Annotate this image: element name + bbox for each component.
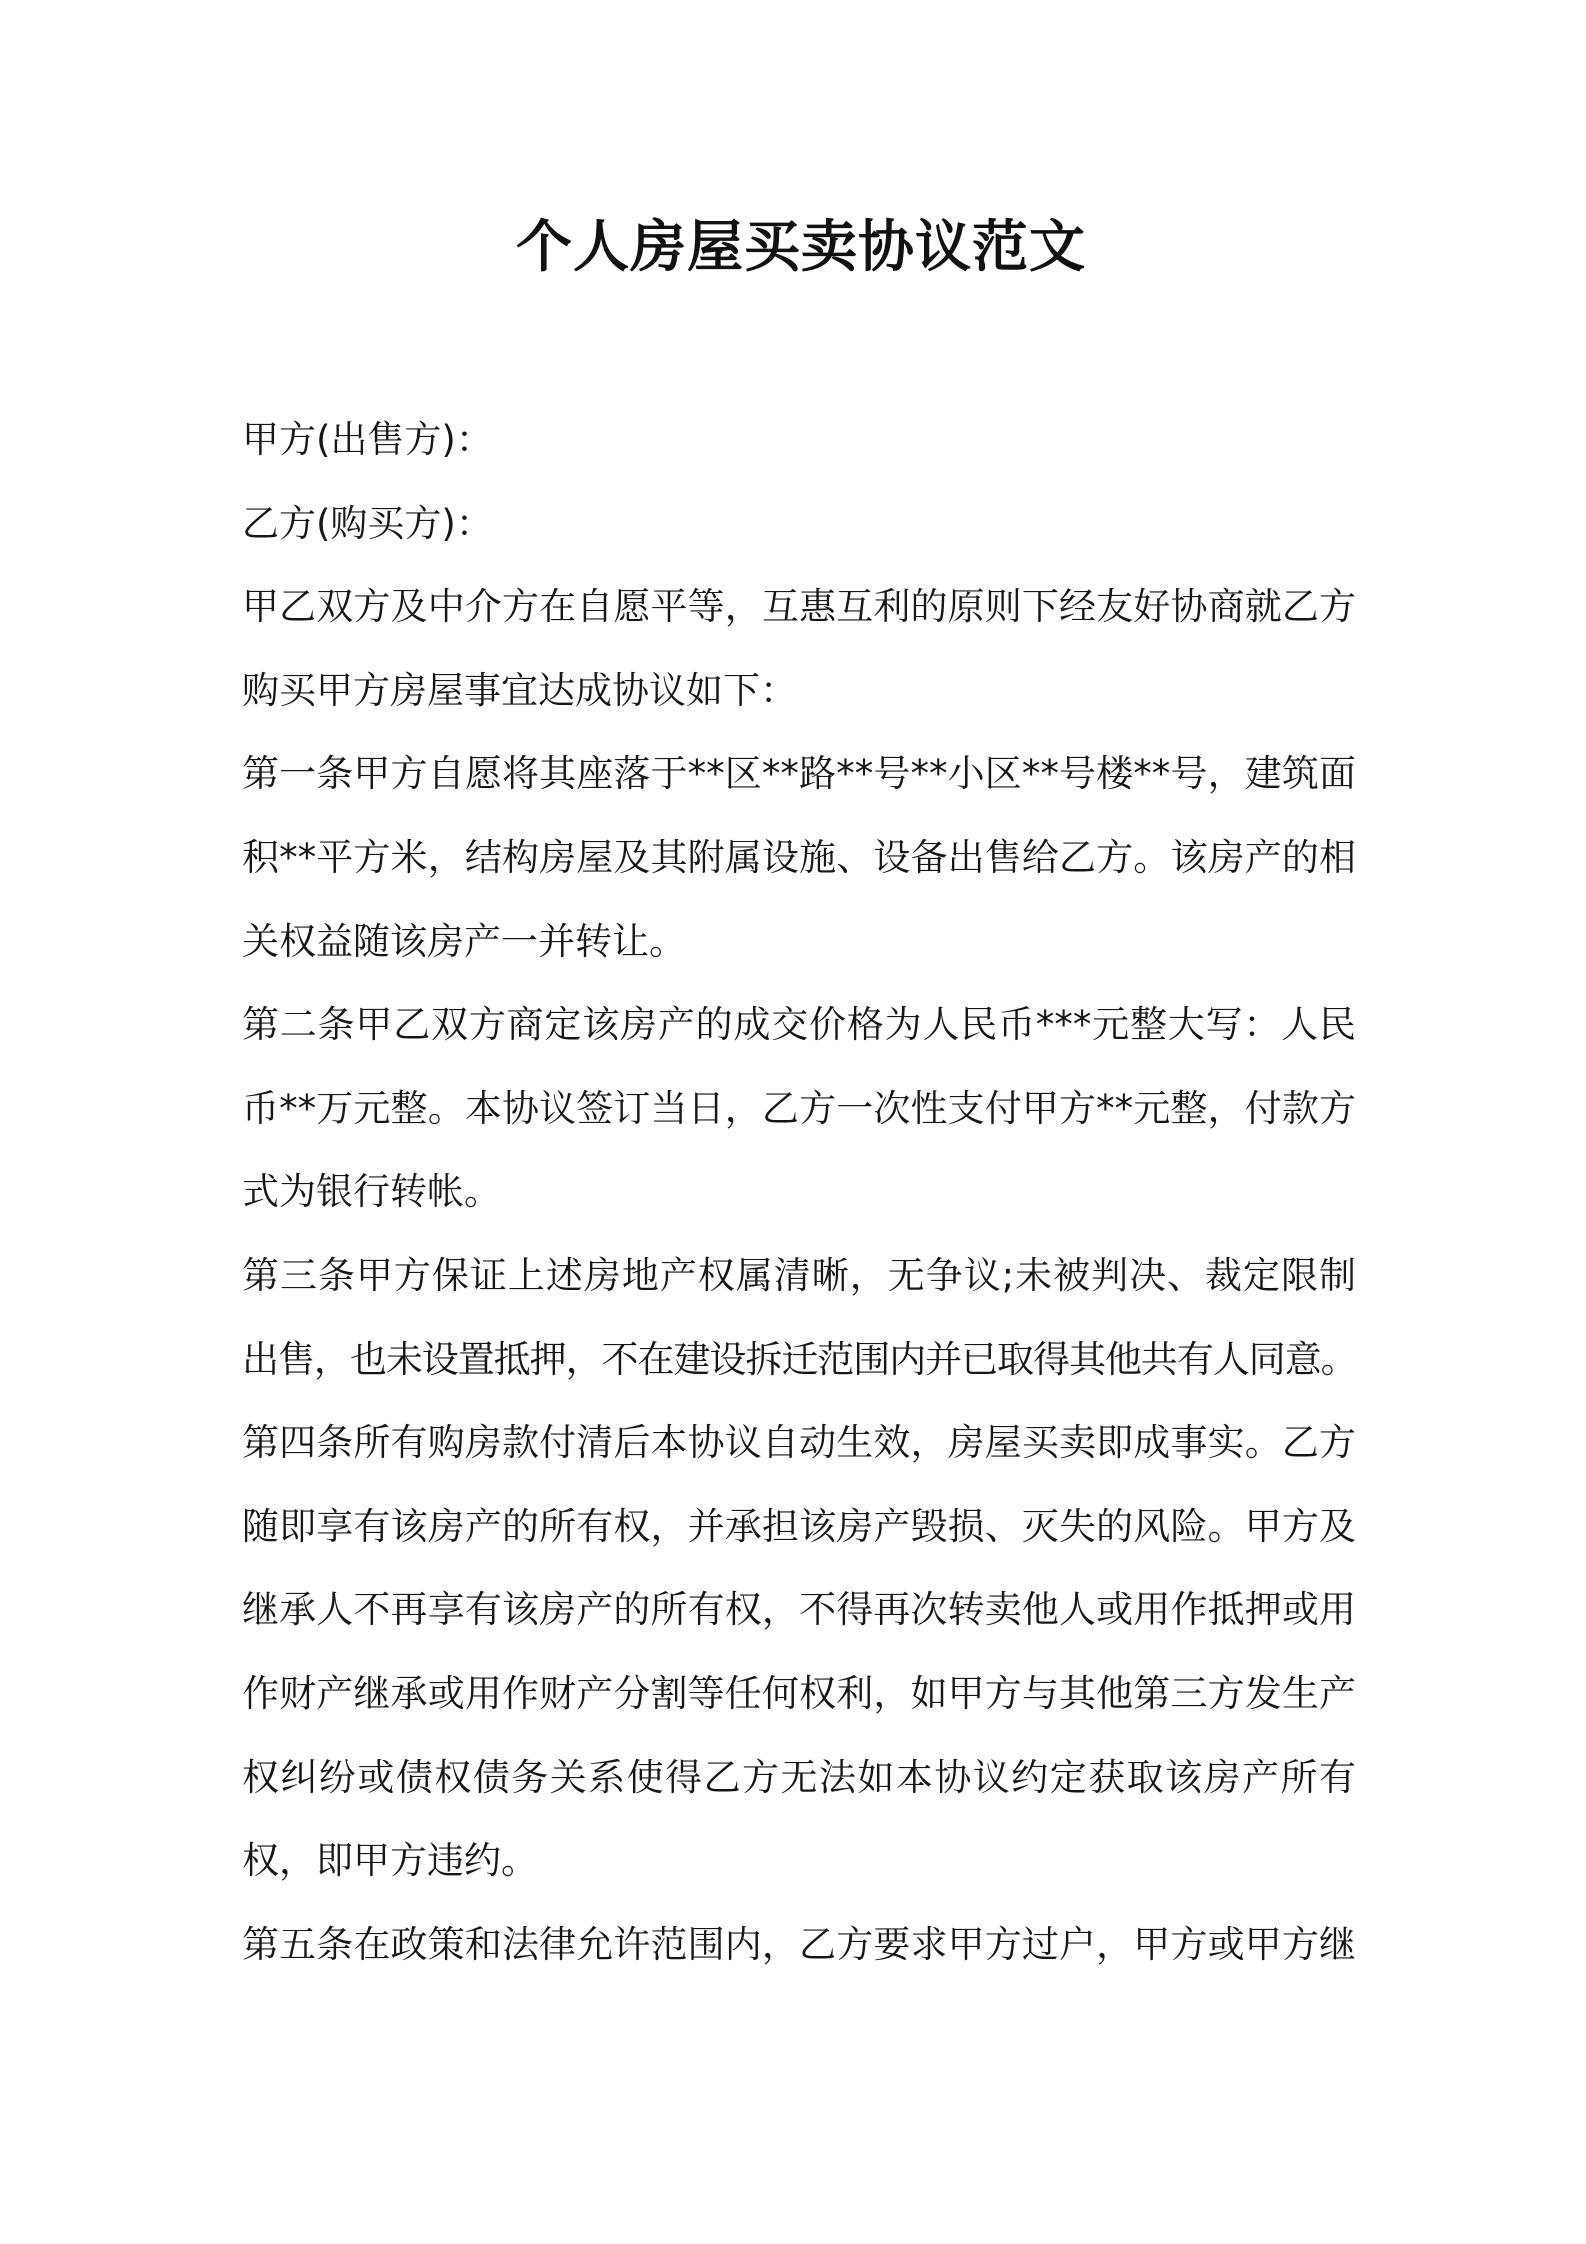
paragraph	[242, 565, 1356, 732]
line-text: 币**万元整。本协议签订当日，乙方一次性支付甲方**元整，付款方	[242, 1086, 1356, 1130]
document-title: 个人房屋买卖协议范文	[516, 215, 1086, 280]
paragraph	[242, 983, 1356, 1234]
paragraph	[242, 1234, 1356, 1401]
line-text: 继承人不再享有该房产的所有权，不得再次转卖他人或用作抵押或用	[242, 1588, 1356, 1632]
paragraph	[242, 1401, 1356, 1903]
document-line	[242, 816, 1356, 900]
line-text: 第五条在政策和法律允许范围内，乙方要求甲方过户，甲方或甲方继	[242, 1922, 1356, 1966]
line-text: 权纠纷或债权债务关系使得乙方无法如本协议约定获取该房产所有	[242, 1755, 1356, 1799]
document-body	[242, 398, 1356, 1986]
paragraph	[242, 482, 1356, 566]
line-text: 权，即甲方违约。	[242, 1839, 538, 1883]
line-text: 随即享有该房产的所有权，并承担该房产毁损、灭失的风险。甲方及	[242, 1504, 1356, 1548]
line-text: 出售，也未设置抵押，不在建设拆迁范围内并已取得其他共有人同意。	[242, 1337, 1356, 1381]
document-line	[242, 1652, 1356, 1736]
paragraph	[242, 1903, 1356, 1987]
document-line	[242, 1401, 1356, 1485]
document-line	[242, 1819, 1356, 1903]
line-text: 作财产继承或用作财产分割等任何权利，如甲方与其他第三方发生产	[242, 1671, 1356, 1715]
line-text: 甲乙双方及中介方在自愿平等，互惠互利的原则下经友好协商就乙方	[242, 585, 1356, 629]
line-text: 甲方(出售方)：	[242, 418, 493, 461]
document-line	[242, 1067, 1356, 1151]
document-line	[242, 565, 1356, 649]
document-line	[242, 983, 1356, 1067]
line-text: 第二条甲乙双方商定该房产的成交价格为人民币***元整大写：人民	[242, 1003, 1356, 1047]
paragraph	[242, 398, 1356, 482]
document-line	[242, 398, 1356, 482]
line-text: 关权益随该房产一并转让。	[242, 919, 686, 963]
line-text: 乙方(购买方)：	[242, 501, 493, 545]
document-line	[242, 900, 1356, 984]
document-line	[242, 1234, 1356, 1318]
line-text: 第三条甲方保证上述房地产权属清晰，无争议;未被判决、裁定限制	[242, 1253, 1356, 1297]
document-line	[242, 1568, 1356, 1652]
document-line	[242, 732, 1356, 816]
document-line	[242, 1318, 1356, 1402]
line-text: 积**平方米，结构房屋及其附属设施、设备出售给乙方。该房产的相	[242, 835, 1356, 879]
line-text: 第四条所有购房款付清后本协议自动生效，房屋买卖即成事实。乙方	[242, 1421, 1356, 1465]
line-text: 购买甲方房屋事宜达成协议如下：	[242, 668, 797, 712]
paragraph	[242, 732, 1356, 983]
line-text: 式为银行转帐。	[242, 1170, 501, 1214]
document-line	[242, 482, 1356, 566]
line-text: 第一条甲方自愿将其座落于**区**路**号**小区**号楼**号，建筑面	[242, 752, 1356, 796]
document-line	[242, 1150, 1356, 1234]
document-line	[242, 1736, 1356, 1820]
document-line	[242, 649, 1356, 733]
document-line	[242, 1485, 1356, 1569]
document-line	[242, 1903, 1356, 1987]
